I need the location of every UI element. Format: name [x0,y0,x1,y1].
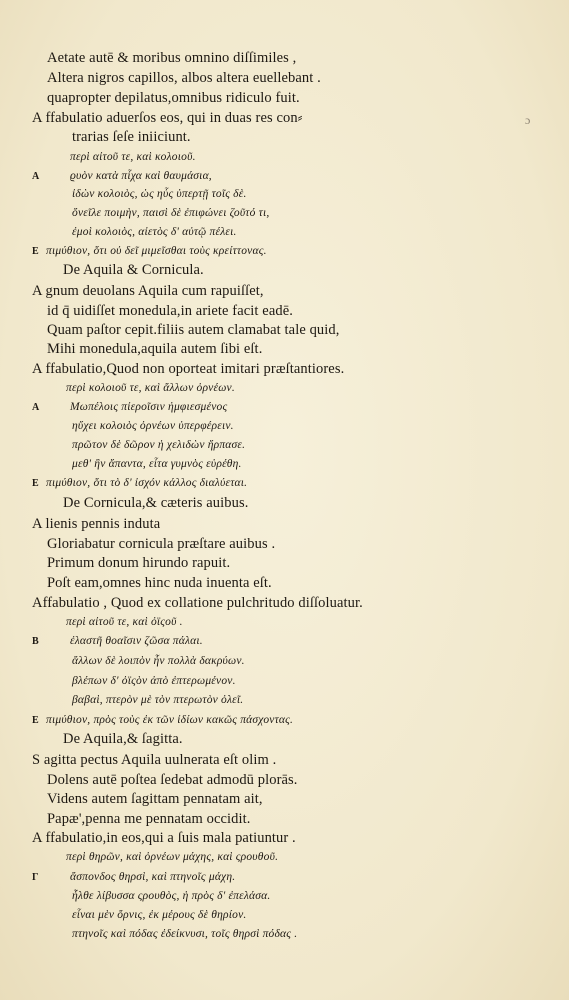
greek-text-line: ηὔχει κολοιὸς ὀρνέων ὑπερφέρειν. [72,420,234,432]
greek-text-line: ἐμοὶ κολοιὸς, αἰετὸς δ' αὐτῷ πέλει. [72,226,237,238]
greek-text-line: πτηνοῖς καὶ πόδας ἐδείκνυσι, τοῖς θηρσὶ πόδας . [72,928,298,940]
greek-text-line: πιμύθιον, πρὸς τοὺς ἐκ τῶν ἰδίων κακῶς πάσχοντας. [46,714,294,726]
latin-text-line: De Aquila,& ſagitta. [63,731,183,747]
latin-text-line: Papæ',penna me pennatam occidit. [47,811,251,827]
greek-text-line: περὶ αἰτοῦ τε, καὶ ὀϊςοῦ . [66,616,183,628]
greek-text-line: Μωπέλοις πἰεροῖσιν ἠμφιεσμένος [70,401,228,413]
latin-text-line: Primum donum hirundo rapuit. [47,555,231,571]
latin-text-line: De Aquila & Cornicula. [63,262,204,278]
latin-text-line: Gloriabatur cornicula præſtare auibus . [47,536,276,552]
latin-text-line: Quam paſtor cepit.filiis autem clamabat tale quid, [47,322,340,338]
latin-text-line: Dolens autē poſtea ſedebat admodū plorās. [47,772,298,788]
latin-text-line: quapropter depilatus,omnibus ridiculo fuit. [47,90,300,106]
greek-text-line: πιμύθιον, ὅτι οὐ δεῖ μιμεῖσθαι τοὺς κρείττονας. [46,245,267,257]
latin-text-line: Videns autem ſagittam pennatam ait, [47,791,263,807]
greek-text-line: ἄσπονδος θηρσὶ, καὶ πτηνοῖς μάχη. [70,871,236,883]
latin-text-line: De Cornicula,& cæteris auibus. [63,495,249,511]
section-marker: E [32,715,39,726]
greek-text-line: μεθ' ἣν ἅπαντα, εἶτα γυμνὸς εὑρέθη. [72,458,242,470]
greek-text-line: περὶ αἰτοῦ τε, καὶ κολοιοῦ. [70,151,196,163]
latin-text-line: Poſt eam,omnes hinc nuda inuenta eſt. [47,575,272,591]
latin-text-line: Affabulatio , Quod ex collatione pulchritudo diſſoluatur. [32,595,363,611]
greek-text-line: ἦλθε λίβυσσα ςρουθὸς, ἡ πρὸς δ' ἐπελάσα. [72,890,271,902]
latin-text-line: A gnum deuolans Aquila cum rapuiſſet, [32,283,264,299]
greek-text-line: εἶναι μὲν ὄρνις, ἐκ μέρους δὲ θηρίον. [72,909,247,921]
section-marker: E [32,478,39,489]
margin-mark: ɔ [525,113,531,127]
greek-text-line: ἰδὼν κολοιὸς, ὡς ηὖς ὑπερτῇ τοῖς δὲ. [72,188,247,200]
section-marker: Γ [32,872,39,883]
section-marker: A [32,402,40,413]
greek-text-line: περὶ θηρῶν, καὶ ὀρνέων μάχης, καὶ ςρουθοῦ. [66,851,279,863]
greek-text-line: πρῶτον δὲ δῶρον ἡ χελιδὼν ἥρπασε. [72,439,246,451]
greek-text-line: ϱυὸν κατὰ πἶχα καὶ θαυμάσια, [70,170,212,182]
latin-text-line: id q̄ uidiſſet monedula,in ariete facit eadē. [47,303,293,319]
greek-text-line: ἐλαστῆ θοαῖσιν ζῶσα πάλαι. [70,635,203,647]
section-marker: B [32,636,39,647]
greek-text-line: περὶ κολοιοῦ τε, καὶ ἄλλων ὀρνέων. [66,382,235,394]
latin-text-line: S agitta pectus Aquila uulnerata eſt olim . [32,752,277,768]
latin-text-line: A ffabulatio,Quod non oporteat imitari præſtantiores. [32,361,345,377]
section-marker: A [32,171,40,182]
greek-text-line: βλέπων δ' ὀϊςὸν ἀπὸ ἐπτερωμένον. [72,675,236,687]
latin-text-line: Mihi monedula,aquila autem ſibi eſt. [47,341,263,357]
greek-text-line: βαβαὶ, πτερὸν μὲ τὸν πτερωτὸν ὀλεῖ. [72,694,244,706]
latin-text-line: trarias ſeſe iniiciunt. [72,129,191,145]
latin-text-line: A lienis pennis induta [32,516,161,532]
latin-text-line: Altera nigros capillos, albos altera euellebant . [47,70,321,86]
greek-text-line: ἄλλων δὲ λοιπὸν ἦν πολλὰ δακρύων. [72,655,245,667]
latin-text-line: A ffabulatio,in eos,qui a ſuis mala patiuntur . [32,830,296,846]
latin-text-line: Aetate autē & moribus omnino diſſimiles , [47,50,297,66]
section-marker: E [32,246,39,257]
greek-text-line: πιμύθιον, ὅτι τὸ δ' ἰσχόν κάλλος διαλύεται. [46,477,248,489]
latin-text-line: A ffabulatio aduerſos eos, qui in duas res con⸗ [32,110,303,126]
greek-text-line: ὄνεῖλε ποιμὴν, παισὶ δὲ ἐπιφώνει ζοῦτό τι, [72,207,270,219]
